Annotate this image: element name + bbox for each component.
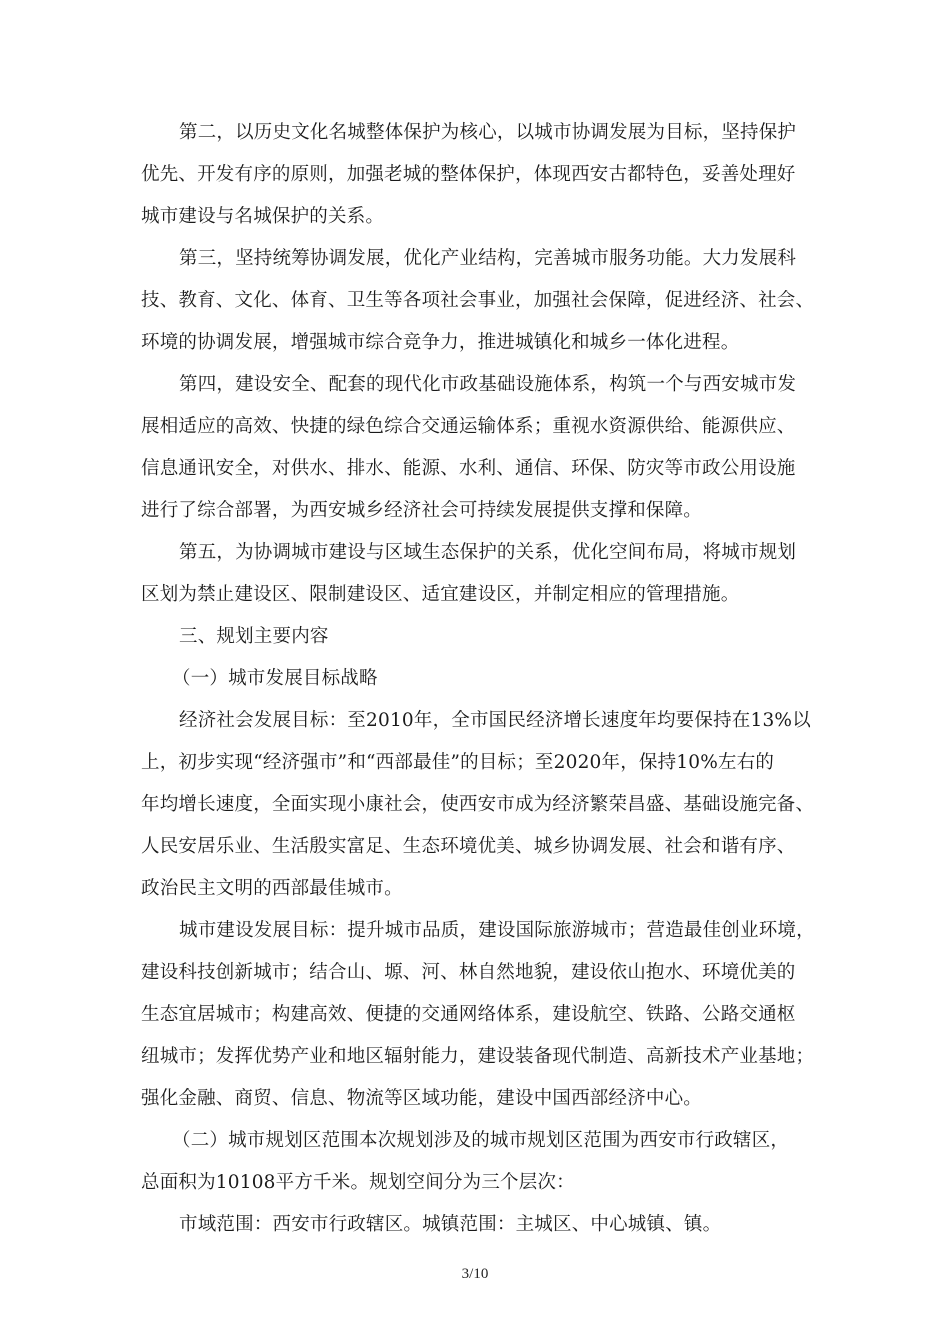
subsection-heading: （一）城市发展目标战略 [172,668,378,689]
text-line: 第二，以历史文化名城整体保护为核心，以城市协调发展为目标，坚持保护 [179,122,797,143]
text-line: 建设科技创新城市；结合山、塬、河、林自然地貌，建设依山抱水、环境优美的 [141,962,796,983]
page-number: 3/10 [461,1266,489,1282]
text-line: 强化金融、商贸、信息、物流等区域功能，建设中国西部经济中心。 [141,1088,703,1109]
text-line: 技、教育、文化、体育、卫生等各项社会事业，加强社会保障，促进经济、社会、 [141,290,815,311]
text-line: 优先、开发有序的原则，加强老城的整体保护，体现西安古都特色，妥善处理好 [141,164,796,185]
text-line: 人民安居乐业、生活殷实富足、生态环境优美、城乡协调发展、社会和谐有序、 [141,836,796,857]
text-line: 经济社会发展目标：至2010年，全市国民经济增长速度年均要保持在13%以 [179,710,811,731]
section-heading: 三、规划主要内容 [179,626,329,647]
text-line: 第三，坚持统筹协调发展，优化产业结构，完善城市服务功能。大力发展科 [179,248,797,269]
text-line: 环境的协调发展，增强城市综合竞争力，推进城镇化和城乡一体化进程。 [141,332,740,353]
text-line: 城市建设与名城保护的关系。 [141,206,385,227]
text-line: 生态宜居城市；构建高效、便捷的交通网络体系，建设航空、铁路、公路交通枢 [141,1004,796,1025]
text-line: 市域范围：西安市行政辖区。城镇范围：主城区、中心城镇、镇。 [179,1214,722,1235]
text-line: 上，初步实现“经济强市”和“西部最佳”的目标；至2020年，保持10%左右的 [141,752,775,773]
text-line: 年均增长速度，全面实现小康社会，使西安市成为经济繁荣昌盛、基础设施完备、 [141,794,815,815]
text-line: 进行了综合部署，为西安城乡经济社会可持续发展提供支撑和保障。 [141,500,703,521]
text-line: 展相适应的高效、快捷的绿色综合交通运输体系；重视水资源供给、能源供应、 [141,416,796,437]
text-line: 区划为禁止建设区、限制建设区、适宜建设区，并制定相应的管理措施。 [141,584,740,605]
text-line: 城市建设发展目标：提升城市品质，建设国际旅游城市；营造最佳创业环境， [179,920,815,941]
text-line: 信息通讯安全，对供水、排水、能源、水利、通信、环保、防灾等市政公用设施 [141,458,796,479]
text-line: 纽城市；发挥优势产业和地区辐射能力，建设装备现代制造、高新技术产业基地； [141,1046,815,1067]
text-line: 第四，建设安全、配套的现代化市政基础设施体系，构筑一个与西安城市发 [179,374,797,395]
text-line: 政治民主文明的西部最佳城市。 [141,878,403,899]
text-line: 第五，为协调城市建设与区域生态保护的关系，优化空间布局，将城市规划 [179,542,797,563]
text-line: 总面积为10108平方千米。规划空间分为三个层次： [141,1172,575,1193]
text-line: （二）城市规划区范围本次规划涉及的城市规划区范围为西安市行政辖区， [172,1130,790,1151]
